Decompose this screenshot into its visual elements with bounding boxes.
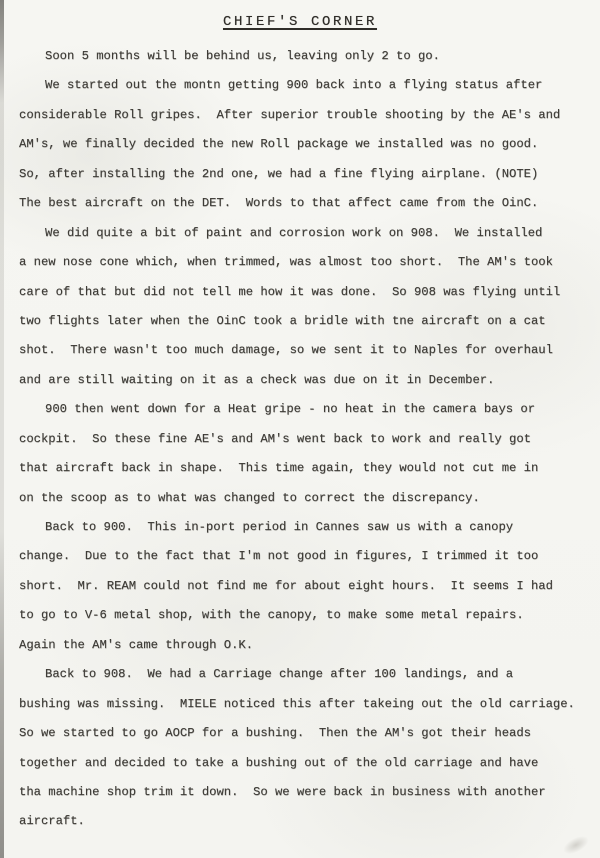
- text-line: to go to V-6 metal shop, with the canopy, to make some metal repairs.: [19, 608, 524, 623]
- paragraph: [19, 219, 596, 396]
- paragraph: [19, 513, 596, 660]
- text-line: a new nose cone which, when trimmed, was almost too short. The AM's took: [19, 255, 553, 270]
- text-line: change. Due to the fact that I'm not good in figures, I trimmed it too: [19, 549, 539, 564]
- text-line: Back to 900. This in-port period in Cannes saw us with a canopy: [45, 520, 514, 534]
- paragraph: [19, 395, 596, 513]
- paragraph: [19, 42, 596, 71]
- text-line: considerable Roll gripes. After superior trouble shooting by the AE's and: [19, 107, 561, 122]
- text-line: Soon 5 months will be behind us, leaving only 2 to go.: [45, 49, 440, 63]
- text-line: 900 then went down for a Heat gripe - no heat in the camera bays or: [45, 402, 536, 417]
- text-line: short. Mr. REAM could not find me for about eight hours. It seems I had: [19, 578, 553, 593]
- text-line: AM's, we finally decided the new Roll package we installed was no good.: [19, 137, 539, 152]
- text-line: tha machine shop trim it down. So we were back in business with another: [19, 784, 546, 799]
- document-body: [19, 42, 596, 837]
- text-line: shot. There wasn't too much damage, so we sent it to Naples for overhaul: [19, 343, 553, 358]
- text-line: Again the AM's came through O.K.: [19, 637, 254, 652]
- paragraph: [19, 660, 596, 837]
- text-line: aircraft.: [19, 814, 85, 829]
- text-line: and are still waiting on it as a check was due on it in December.: [19, 372, 495, 387]
- text-line: So we started to go AOCP for a bushing. Then the AM's got their heads: [19, 726, 531, 741]
- text-line: Back to 908. We had a Carriage change after 100 landings, and a: [45, 667, 514, 682]
- text-line: bushing was missing. MIELE noticed this after takeing out the old carriage.: [19, 696, 575, 711]
- text-line: We did quite a bit of paint and corrosion work on 908. We installed: [45, 225, 543, 240]
- text-line: So, after installing the 2nd one, we had a fine flying airplane. (NOTE): [19, 166, 539, 181]
- paragraph: [19, 71, 596, 218]
- document-title: CHIEF'S CORNER: [222, 14, 378, 30]
- text-line: together and decided to take a bushing out of the old carriage and have: [19, 755, 539, 770]
- text-line: on the scoop as to what was changed to correct the discrepancy.: [19, 490, 480, 505]
- text-line: The best aircraft on the DET. Words to that affect came from the OinC.: [19, 196, 539, 211]
- text-line: care of that but did not tell me how it was done. So 908 was flying until: [19, 284, 561, 299]
- text-line: two flights later when the OinC took a bridle with tne aircraft on a cat: [19, 313, 546, 328]
- text-line: cockpit. So these fine AE's and AM's went back to work and really got: [19, 431, 531, 446]
- scan-edge-artifact: [0, 0, 4, 858]
- text-line: We started out the montn getting 900 back into a flying status after: [45, 78, 543, 93]
- text-line: that aircraft back in shape. This time again, they would not cut me in: [19, 461, 539, 476]
